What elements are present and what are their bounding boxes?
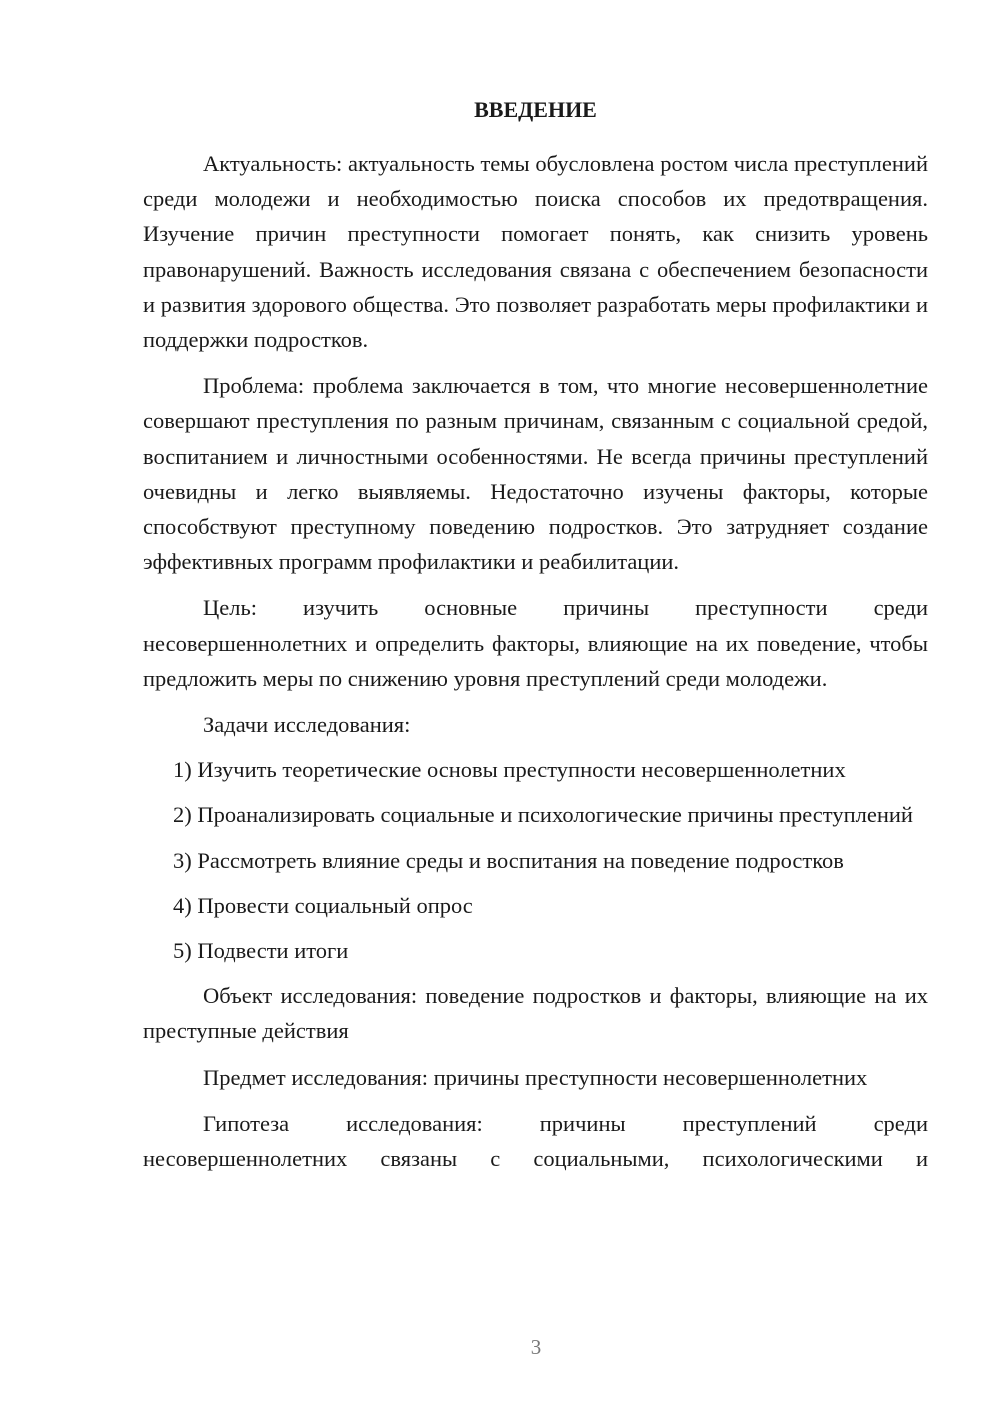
- document-page: [143, 90, 928, 1187]
- relevance-paragraph: Актуальность: актуальность темы обусловлена ростом числа преступлений среди молодежи и необходимостью поиска способов их предотвращения. Изучение причин преступности помогает понять, как снизить уровень правонарушений. Важность исследования связана с обеспечением безопасности и развития здорового общества. Это позволяет разработать меры профилактики и поддержки подростков.: [143, 151, 928, 353]
- subject-paragraph: Предмет исследования: причины преступности несовершеннолетних: [203, 1064, 868, 1090]
- tasks-heading: Задачи исследования:: [203, 712, 411, 738]
- hypothesis-paragraph: Гипотеза исследования: причины преступлений среди несовершеннолетних связаны с социальными, психологическими и: [143, 1110, 928, 1172]
- task-item: 3) Рассмотреть влияние среды и воспитания на поведение подростков: [173, 847, 844, 873]
- page-number: 3: [530, 1335, 542, 1359]
- goal-paragraph: Цель: изучить основные причины преступности среди несовершеннолетних и определить факторы, влияющие на их поведение, чтобы предложить меры по снижению уровня преступлений среди молодежи.: [143, 595, 928, 691]
- page-title: ВВЕДЕНИЕ: [474, 97, 597, 122]
- problem-paragraph: Проблема: проблема заключается в том, что многие несовершеннолетние совершают преступления по разным причинам, связанным с социальной средой, воспитанием и личностными особенностями. Не всегда причины преступлений очевидны и легко выявляемы. Недостаточно изучены факторы, которые способствуют преступному поведению подростков. Это затрудняет создание эффективных программ профилактики и реабилитации.: [143, 373, 928, 575]
- task-item: 4) Провести социальный опрос: [173, 892, 473, 918]
- task-item: 2) Проанализировать социальные и психологические причины преступлений: [173, 802, 913, 828]
- object-paragraph: Объект исследования: поведение подростков и факторы, влияющие на их преступные действия: [143, 983, 928, 1044]
- task-item: 1) Изучить теоретические основы преступности несовершеннолетних: [173, 757, 846, 783]
- task-item: 5) Подвести итоги: [173, 938, 349, 964]
